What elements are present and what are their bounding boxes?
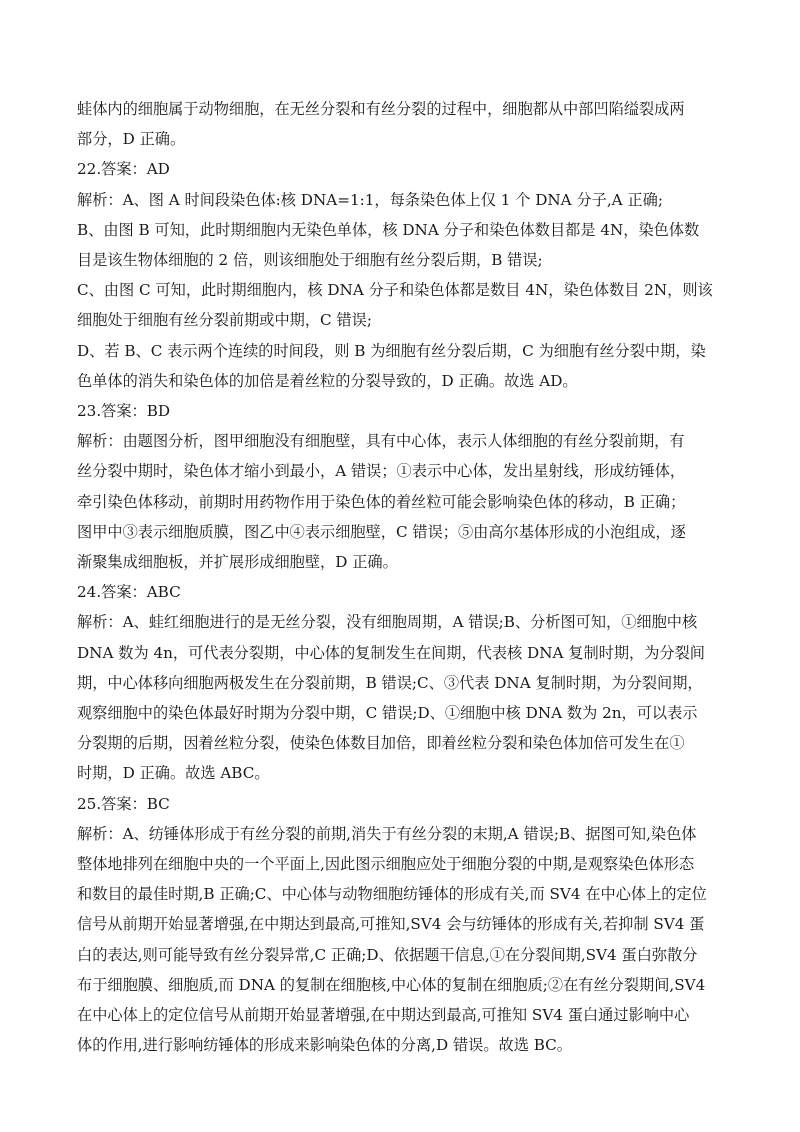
answer-explanation-text <box>77 94 727 1061</box>
text-line: 解析：A、蛙红细胞进行的是无丝分裂，没有细胞周期，A 错误;B、分析图可知，①细胞中核 <box>77 613 698 632</box>
text-line: D、若 B、C 表示两个连续的时间段，则 B 为细胞有丝分裂后期，C 为细胞有丝分裂中期，染 <box>77 341 706 360</box>
text-line: 解析：由题图分析，图甲细胞没有细胞壁，具有中心体，表示人体细胞的有丝分裂前期，有 <box>77 432 685 451</box>
answer-heading: 22.答案：AD <box>77 160 170 179</box>
text-line: 布于细胞膜、细胞质,而 DNA 的复制在细胞核,中心体的复制在细胞质;②在有丝分裂期间,SV4 <box>77 975 706 994</box>
text-line: C、由图 C 可知，此时期细胞内，核 DNA 分子和染色体都是数目 4N，染色体数目 2N，则该 <box>77 281 713 300</box>
text-line: 渐聚集成细胞板，并扩展形成细胞壁，D 正确。 <box>77 553 398 572</box>
text-line: 白的表达,则可能导致有丝分裂异常,C 正确;D、依据题干信息,①在分裂间期,SV4 蛋白弥散分 <box>77 945 698 964</box>
text-line: 分裂期的后期，因着丝粒分裂，使染色体数目加倍，即着丝粒分裂和染色体加倍可发生在① <box>77 734 685 753</box>
text-line: B、由图 B 可知，此时期细胞内无染色单体，核 DNA 分子和染色体数目都是 4N，染色体数 <box>77 220 700 239</box>
text-line: 部分，D 正确。 <box>77 130 186 149</box>
text-line: 解析：A、图 A 时间段染色体:核 DNA=1:1，每条染色体上仅 1 个 DNA 分子,A 正确; <box>77 190 663 209</box>
text-line: 和数目的最佳时期,B 正确;C、中心体与动物细胞纺锤体的形成有关,而 SV4 在中心体上的定位 <box>77 885 707 904</box>
text-line: 信号从前期开始显著增强,在中期达到最高,可推知,SV4 会与纺锤体的形成有关,若抑制 SV4 蛋 <box>77 915 705 934</box>
text-line: 时期，D 正确。故选 ABC。 <box>77 764 270 783</box>
answer-heading: 24.答案：ABC <box>77 583 181 602</box>
text-line: 目是该生物体细胞的 2 倍，则该细胞处于细胞有丝分裂后期，B 错误; <box>77 251 543 270</box>
text-line: 整体地排列在细胞中央的一个平面上,因此图示细胞应处于细胞分裂的中期,是观察染色体形态 <box>77 855 695 874</box>
text-line: 体的作用,进行影响纺锤体的形成来影响染色体的分离,D 错误。故选 BC。 <box>77 1036 572 1055</box>
text-line: DNA 数为 4n，可代表分裂期，中心体的复制发生在间期，代表核 DNA 复制时期，为分裂间 <box>77 643 705 662</box>
text-line: 丝分裂中期时，染色体才缩小到最小，A 错误；①表示中心体，发出星射线，形成纺锤体， <box>77 462 686 481</box>
text-line: 细胞处于细胞有丝分裂前期或中期，C 错误; <box>77 311 372 330</box>
text-line: 在中心体上的定位信号从前期开始显著增强,在中期达到最高,可推知 SV4 蛋白通过影响中心 <box>77 1006 690 1025</box>
text-line: 牵引染色体移动，前期时用药物作用于染色体的着丝粒可能会影响染色体的移动，B 正确； <box>77 492 686 511</box>
text-line: 期，中心体移向细胞两极发生在分裂前期，B 错误;C、③代表 DNA 复制时期，为分裂间期， <box>77 673 703 692</box>
answer-heading: 25.答案：BC <box>77 794 170 813</box>
text-line: 解析：A、纺锤体形成于有丝分裂的前期,消失于有丝分裂的末期,A 错误;B、据图可知,染色体 <box>77 824 697 843</box>
text-line: 蛙体内的细胞属于动物细胞，在无丝分裂和有丝分裂的过程中，细胞都从中部凹陷缢裂成两 <box>77 100 685 118</box>
answer-heading: 23.答案：BD <box>77 402 171 421</box>
text-line: 图甲中③表示细胞质膜，图乙中④表示细胞壁，C 错误；⑤由高尔基体形成的小泡组成，逐 <box>77 522 686 541</box>
text-line: 观察细胞中的染色体最好时期为分裂中期，C 错误;D、①细胞中核 DNA 数为 2n，可以表示 <box>77 704 698 723</box>
text-line: 色单体的消失和染色体的加倍是着丝粒的分裂导致的，D 正确。故选 AD。 <box>77 371 578 390</box>
